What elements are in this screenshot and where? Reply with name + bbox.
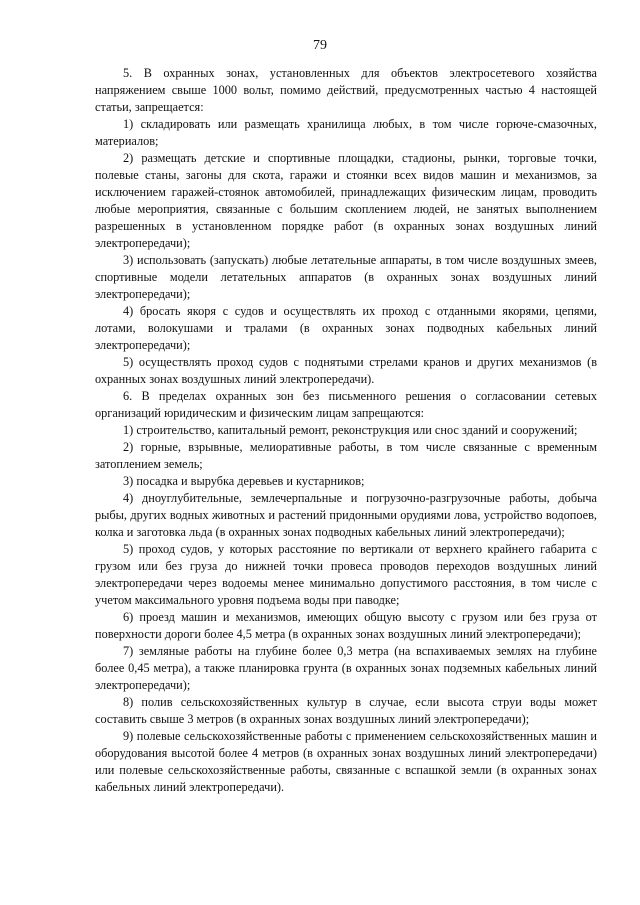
document-body (95, 65, 597, 796)
page-number: 79 (313, 38, 327, 53)
paragraph-6-item-5: 5) проход судов, у которых расстояние по вертикали от верхнего крайнего габарита с грузом или без груза до нижней точки провеса проводов переходов воздушных линий электропередачи через водоемы менее минимально допустимого расстояния, в том числе с учетом максимального уровня подъема воды при паводке; (95, 542, 597, 607)
paragraph-6-item-4: 4) дноуглубительные, землечерпальные и погрузочно-разгрузочные работы, добыча рыбы, других водных животных и растений придонными орудиями лова, устройство водопоев, колка и заготовка льда (в охранных зонах подводных кабельных линий электропередачи); (95, 491, 597, 539)
paragraph-6-item-2: 2) горные, взрывные, мелиоративные работы, в том числе связанные с временным затоплением земель; (95, 440, 597, 471)
paragraph-5-item-2: 2) размещать детские и спортивные площадки, стадионы, рынки, торговые точки, полевые станы, загоны для скота, гаражи и стоянки всех видов машин и механизмов, за исключением гаражей-стоянок автомобилей, принадлежащих физическим лицам, проводить любые мероприятия, связанные с большим скоплением людей, не занятых выполнением разрешенных в установленном порядке работ (в охранных зонах воздушных линий электропередачи); (95, 151, 597, 250)
paragraph-6-intro: 6. В пределах охранных зон без письменного решения о согласовании сетевых организаций юридическим и физическим лицам запрещаются: (95, 389, 597, 420)
paragraph-6-item-6: 6) проезд машин и механизмов, имеющих общую высоту с грузом или без груза от поверхности дороги более 4,5 метра (в охранных зонах воздушных линий электропередачи); (95, 610, 597, 641)
paragraph-5-item-1: 1) складировать или размещать хранилища любых, в том числе горюче-смазочных, материалов; (95, 117, 597, 148)
paragraph-5-item-4: 4) бросать якоря с судов и осуществлять их проход с отданными якорями, цепями, лотами, волокушами и тралами (в охранных зонах подводных кабельных линий электропередачи); (95, 304, 597, 352)
paragraph-6-item-9: 9) полевые сельскохозяйственные работы с применением сельскохозяйственных машин и оборудования высотой более 4 метров (в охранных зонах воздушных линий электропередачи) или полевые сельскохозяйственные работы, связанные с вспашкой земли (в охранных зонах кабельных линий электропередачи). (95, 729, 597, 794)
paragraph-5-item-5: 5) осуществлять проход судов с поднятыми стрелами кранов и других механизмов (в охранных зонах воздушных линий электропередачи). (95, 355, 597, 386)
paragraph-5-item-3: 3) использовать (запускать) любые летательные аппараты, в том числе воздушных змеев, спортивные модели летательных аппаратов (в охранных зонах воздушных линий электропередачи); (95, 253, 597, 301)
paragraph-6-item-3: 3) посадка и вырубка деревьев и кустарников; (123, 474, 365, 488)
paragraph-6-item-1: 1) строительство, капитальный ремонт, реконструкция или снос зданий и сооружений; (123, 423, 578, 437)
paragraph-5-intro: 5. В охранных зонах, установленных для объектов электросетевого хозяйства напряжением свыше 1000 вольт, помимо действий, предусмотренных частью 4 настоящей статьи, запрещается: (95, 66, 597, 114)
paragraph-6-item-7: 7) земляные работы на глубине более 0,3 метра (на вспахиваемых землях на глубине более 0,45 метра), а также планировка грунта (в охранных зонах подземных кабельных линий электропередачи); (95, 644, 597, 692)
paragraph-6-item-8: 8) полив сельскохозяйственных культур в случае, если высота струи воды может составить свыше 3 метров (в охранных зонах воздушных линий электропередачи); (95, 695, 597, 726)
